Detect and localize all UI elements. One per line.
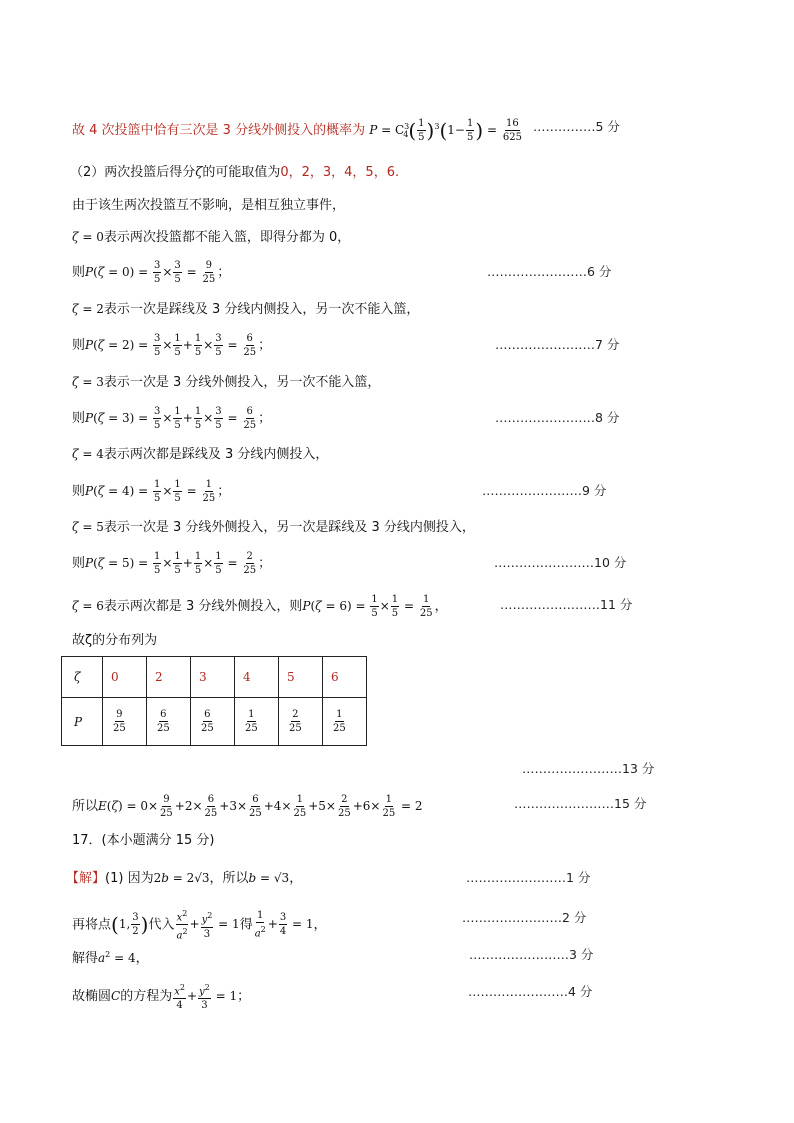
table-prob: $\frac{1}{25}$: [323, 698, 367, 746]
formula-p3: $P = C^3_4$( $\frac{1}{5}$ )$^3$(1− $\frac{1}{5}$ ) = $\frac{16}{625}$: [369, 118, 522, 143]
score-1: ……………………1 分: [466, 870, 591, 885]
expectation-line: 所以E(ζ) = 0× $\frac{9}{25}$ +2× $\frac{6}{25}$ +3× $\frac{6}{25}$ +4× $\frac{1}{25}$ +5× $\frac{2}{25}$ +6× $\frac{1}{25}$ = 2: [72, 794, 423, 819]
table-value: 2: [147, 657, 191, 698]
z6-line: ζ = 6表示两次都是 3 分线外侧投入，则P(ζ = 6) = $\frac{1}{5}$ × $\frac{1}{5}$ = $\frac{1}{25}$ ，: [72, 594, 448, 619]
table-value: 3: [191, 657, 235, 698]
z0-prob: 则P(ζ = 0) = $\frac{3}{5}$ × $\frac{3}{5}$ = $\frac{9}{25}$ ；: [72, 260, 231, 285]
table-prob: $\frac{9}{25}$: [103, 698, 147, 746]
table-value: 4: [235, 657, 279, 698]
score-7: ……………………7 分: [495, 337, 620, 352]
score-2: ……………………2 分: [462, 910, 587, 925]
z2-prob: 则P(ζ = 2) = $\frac{3}{5}$ × $\frac{1}{5}$ + $\frac{1}{5}$ × $\frac{3}{5}$ = $\frac{6}{25}$ ；: [72, 333, 272, 358]
table-value: 5: [279, 657, 323, 698]
line1-text: 故 4 次投篮中恰有三次是 3 分线外侧投入的概率为: [72, 123, 366, 138]
table-value: 0: [103, 657, 147, 698]
z4-prob: 则P(ζ = 4) = $\frac{1}{5}$ × $\frac{1}{5}$ = $\frac{1}{25}$ ；: [72, 479, 231, 504]
table-prob-label: P: [62, 698, 103, 746]
part2-line: （2）两次投篮后得分ζ的可能取值为0，2，3，4，5，6.: [70, 165, 400, 180]
score-15: ……………………15 分: [514, 796, 647, 811]
table-header-label: ζ: [62, 657, 103, 698]
z5-desc: ζ = 5表示一次是 3 分线外侧投入，另一次是踩线及 3 分线内侧投入，: [72, 520, 475, 535]
solution-line1: 【解】(1) 因为2b = 2√3，所以b = √3，: [66, 871, 303, 886]
z3-prob: 则P(ζ = 3) = $\frac{3}{5}$ × $\frac{1}{5}$ + $\frac{1}{5}$ × $\frac{3}{5}$ = $\frac{6}{25}$ ；: [72, 406, 272, 431]
z4-desc: ζ = 4表示两次都是踩线及 3 分线内侧投入，: [72, 447, 329, 462]
line-prob-three-outside: [72, 117, 524, 145]
z3-desc: ζ = 3表示一次是 3 分线外侧投入，另一次不能入篮，: [72, 375, 381, 390]
score-3: ……………………3 分: [469, 947, 594, 962]
score-9: ……………………9 分: [482, 483, 607, 498]
score-5: ……………5 分: [533, 119, 620, 134]
table-prob: $\frac{6}{25}$: [191, 698, 235, 746]
score-8: ……………………8 分: [495, 410, 620, 425]
independent-line: 由于该生两次投篮互不影响，是相互独立事件，: [72, 198, 346, 213]
score-6: ……………………6 分: [487, 264, 612, 279]
score-11: ……………………11 分: [500, 597, 633, 612]
score-4: ……………………4 分: [468, 984, 593, 999]
z0-desc: ζ = 0表示两次投篮都不能入篮，即得分都为 0，: [72, 230, 351, 245]
question-17: 17．(本小题满分 15 分): [72, 833, 215, 848]
score-13: ……………………13 分: [522, 761, 655, 776]
table-prob: $\frac{1}{25}$: [235, 698, 279, 746]
solution-line4: 故椭圆C的方程为 $\frac{x^2}{4}$ + $\frac{y^2}{3}$ = 1；: [72, 983, 251, 1012]
z5-prob: 则P(ζ = 5) = $\frac{1}{5}$ × $\frac{1}{5}$ + $\frac{1}{5}$ × $\frac{1}{5}$ = $\frac{2}{25}$ ；: [72, 551, 272, 576]
score-10: ……………………10 分: [494, 555, 627, 570]
dist-title: 故ζ的分布列为: [72, 633, 158, 648]
table-prob: $\frac{6}{25}$: [147, 698, 191, 746]
table-prob: $\frac{2}{25}$: [279, 698, 323, 746]
table-value: 6: [323, 657, 367, 698]
z2-desc: ζ = 2表示一次是踩线及 3 分线内侧投入，另一次不能入篮，: [72, 302, 420, 317]
distribution-table: [61, 656, 367, 746]
solution-line3: 解得$a^2 = 4$，: [72, 950, 149, 966]
solution-line2: 再将点(1, $\frac{3}{2}$ )代入 $\frac{x^2}{a^2}$ + $\frac{y^2}{3}$ = 1得 $\frac{1}{a^2}$ + $\frac{3}{4}$ = 1，: [72, 909, 327, 942]
